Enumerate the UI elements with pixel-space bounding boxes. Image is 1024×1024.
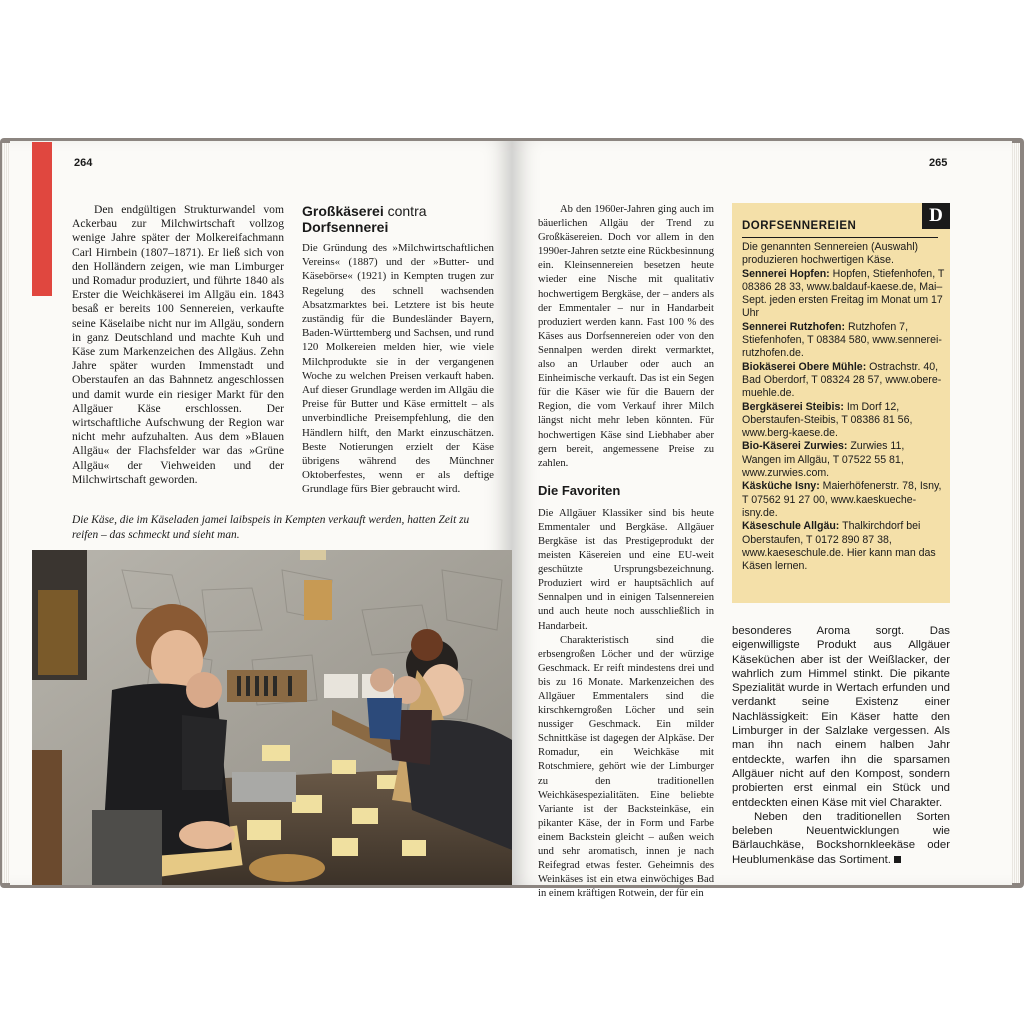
favoriten-heading: Die Favoriten [538, 482, 621, 498]
infobox-intro: Die genannten Sennereien (Auswahl) produzieren hochwertigen Käse. [742, 241, 919, 267]
entry-details: Ostrachstr. 40, Bad Oberdorf, T 08324 28 57, www.obere-muehle.de. [742, 360, 942, 400]
chapter-marker [32, 142, 52, 296]
entry-details: Hopfen, Stiefenhofen, T 08386 28 33, www.baldauf-kaese.de, Mai–Sept. jeden ersten Freitag im Monat um 17 Uhr [742, 267, 945, 320]
entry-name: Käseschule Allgäu: [742, 520, 840, 533]
entry-details: Thalkirchdorf bei Oberstaufen, T 0172 890 87 38, www.kaeseschule.de. Hier kann man das Käsen lernen. [742, 520, 936, 573]
entry-details: Rutzhofen 7, Stiefenhofen, T 08384 580, www.sennerei-rutzhofen.de. [742, 320, 942, 360]
left-page-number: 264 [74, 157, 93, 169]
history-paragraph: Den endgültigen Strukturwandel vom Ackerbau zur Milchwirtschaft vollzog wenige Jahre später der Molkereifachmann Carl Hirnbein (1807–1871). Er ließ sich von den Holländern zeigen, wie man Limburger und Romadur produziert, und führte 1840 als Erster die Weichkäserei im Allgäu ein. 1843 besaß er bereits 100 Sennereien, verkaufte seine Käselaibe nicht nur im Allgäu, sondern in ganz Deutschland und machte Kuh und Käse zum Markenzeichen des Allgäus. Zehn Jahre später wurden Immenstadt und Oberstaufen an das Bahnnetz angeschlossen und damit wurde ein riesiger Markt für den Allgäuer Käse erschlossen. Der wirtschaftliche Aufschwung der Region war nicht mehr aufzuhalten. Aus dem »Blauen Allgäu« der Flachsfelder war das »Grüne Allgäu« der Viehweiden und der Milchwirtschaft geworden. [72, 203, 284, 486]
entry-details: Im Dorf 12, Oberstaufen-Steibis, T 08386 81 56, www.berg-kaese.de. [742, 400, 913, 440]
cheese-shop-photo [32, 550, 512, 885]
entry-details: Zurwies 11, Wangen im Allgäu, T 07522 55 81, www.zurwies.com. [742, 440, 905, 480]
right-column-1 [538, 203, 714, 901]
entry-name: Sennerei Rutzhofen: [742, 320, 845, 333]
infobox-title: DORFSENNEREIEN [742, 220, 857, 232]
infobox-body [742, 241, 946, 573]
neuentwicklungen-text: Neben den traditionellen Sorten beleben Neuentwicklungen wie Bärlauchkäse, Bockshornkleekäse oder Heublumenkäse das Sortiment. [732, 810, 950, 866]
entry-name: Käsküche Isny: [742, 480, 820, 493]
infobox-entry [742, 401, 946, 441]
neuentwicklungen-paragraph [732, 810, 950, 867]
entry-details: Maierhöfenerstr. 78, Isny, T 07562 91 27 00, www.kaeskueche-isny.de. [742, 480, 942, 519]
dorfsennereien-infobox [732, 203, 950, 603]
end-of-article-mark [894, 856, 901, 863]
infobox-entry [742, 520, 946, 573]
right-page-number: 265 [929, 157, 948, 169]
favoriten-paragraph-1: Die Allgäuer Klassiker sind bis heute Emmentaler und Bergkäse. Allgäuer Bergkäse ist das Prestigeprodukt der meisten Käsereien und eine EU-weit geschützte Ursprungsbezeichnung. Produziert wird er hauptsächlich auf Sennalpen und in einigen Talsennereien und auch heute noch ausschließlich in Handarbeit. [538, 507, 714, 632]
entry-name: Bergkäserei Steibis: [742, 400, 844, 413]
entry-name: Sennerei Hopfen: [742, 267, 830, 280]
heading-line2: Dorfsennerei [302, 219, 389, 235]
infobox-entry [742, 480, 946, 520]
weisslacker-paragraph: besonderes Aroma sorgt. Das eigenwilligste Produkt aus Allgäuer Käseküchen aber ist der Weißlacker, der wahrlich zum Himmel stinkt. Die pikante Spezialität wurde in Wertach erfunden und verdankt seine Existenz einer Nachlässigkeit: Ein Käser hatte den Limburger in der Salzlake vergessen. Als man ihn nach einem halben Jahr entdeckte, warfen ihn die sparsamen Allgäuer nicht auf den Kompost, sondern probierten erst einmal ein Stück und entdeckten einen Käse mit viel Charakter. [732, 625, 950, 809]
entry-name: Bio-Käserei Zurwies: [742, 440, 848, 453]
infobox-entry [742, 268, 946, 321]
heading-rest-part: contra [383, 203, 427, 219]
infobox-divider [742, 237, 938, 238]
trend-paragraph: Ab den 1960er-Jahren ging auch im bäuerlichen Allgäu der Trend zu Großkäsereien. Doch vor allem in den 1990er-Jahren setzte eine Rückbesinnung ein. Kleinsennereien besetzen heute wieder eine Nische mit qualitativ hochwertigem Bergkäse, der – anders als der Emmentaler – nur in Handarbeit produziert werden kann. Fast 100 % des Käses aus Dorfsennereien oder von den Sennalpen werden direkt vermarktet, also an Urlauber oder auch an Einheimische verkauft. Das ist ein Segen für die Käser wie für die Bauern der Region, die vom Verkauf ihrer Milch längst nicht mehr leben könnten. Für hochwertigen Käse sind Liebhaber aber gern bereit, angemessene Preise zu zahlen. [538, 204, 714, 469]
left-column-2 [302, 203, 494, 497]
region-badge: D [922, 203, 950, 229]
infobox-entry [742, 361, 946, 401]
right-column-2 [732, 624, 950, 867]
left-column-1 [72, 203, 284, 487]
entry-name: Biokäserei Obere Mühle: [742, 360, 867, 373]
favoriten-paragraph-2: Charakteristisch sind die erbsengroßen Löcher und der würzige Geschmack. Er reift mindestens drei und bis zu 16 Monate. Markenzeichen des Allgäuer Emmentalers sind die kirschkerngroßen Löcher und sein nussiger Geschmack. Ein milder Schnittkäse ist dagegen der Alpkäse. Der Romadur, ein Weichkäse mit Rotschmiere, gehört wie der Limburger zu den traditionellen Weichkäsespezialitäten. Eine beliebte Variante ist der Backsteinkäse, ein pikanter Käse, der in Form und Farbe einem Backstein gleicht – außen weich und sehr aromatisch, innen je nach Reifegrad etwas fester. Geheimnis des Weinkäses ist ein etwa einwöchiges Bad in einem kräftigen Rotwein, der für ein [538, 634, 714, 900]
photo-caption: Die Käse, die im Käseladen jamei laibspeis in Kempten verkauft werden, hatten Zeit zu reifen – das schmeckt und sieht man. [72, 514, 470, 541]
infobox-entry [742, 321, 946, 361]
heading-bold-part: Großkäserei [302, 203, 384, 219]
infobox-entry [742, 440, 946, 480]
section-heading-grosskaeserei [302, 203, 494, 235]
verein-paragraph: Die Gründung des »Milchwirtschaftlichen Vereins« (1887) und der »Butter- und Käsebörse« (1921) in Kempten trugen zur Regelung des schnell wachsenden Absatzmarktes bei. Letztere ist bis heute zuständig für die Bundesländer Bayern, Baden-Württemberg und Sachsen, und rund 120 Molkereien melden hier, wie viele Milchprodukte sie in der vergangenen Woche zu welchen Preisen verkauft haben. Auf dieser Grundlage werden im Allgäu die Preise für Butter und Käse ermittelt – als unverbindliche Preisempfehlung, die den Händlern hilft, den Markt einzuschätzen. Beste Notierungen erzielt der Käse übrigens während des Münchner Oktoberfestes, wenn er als deftige Grundlage fürs Bier gebraucht wird. [302, 242, 494, 496]
